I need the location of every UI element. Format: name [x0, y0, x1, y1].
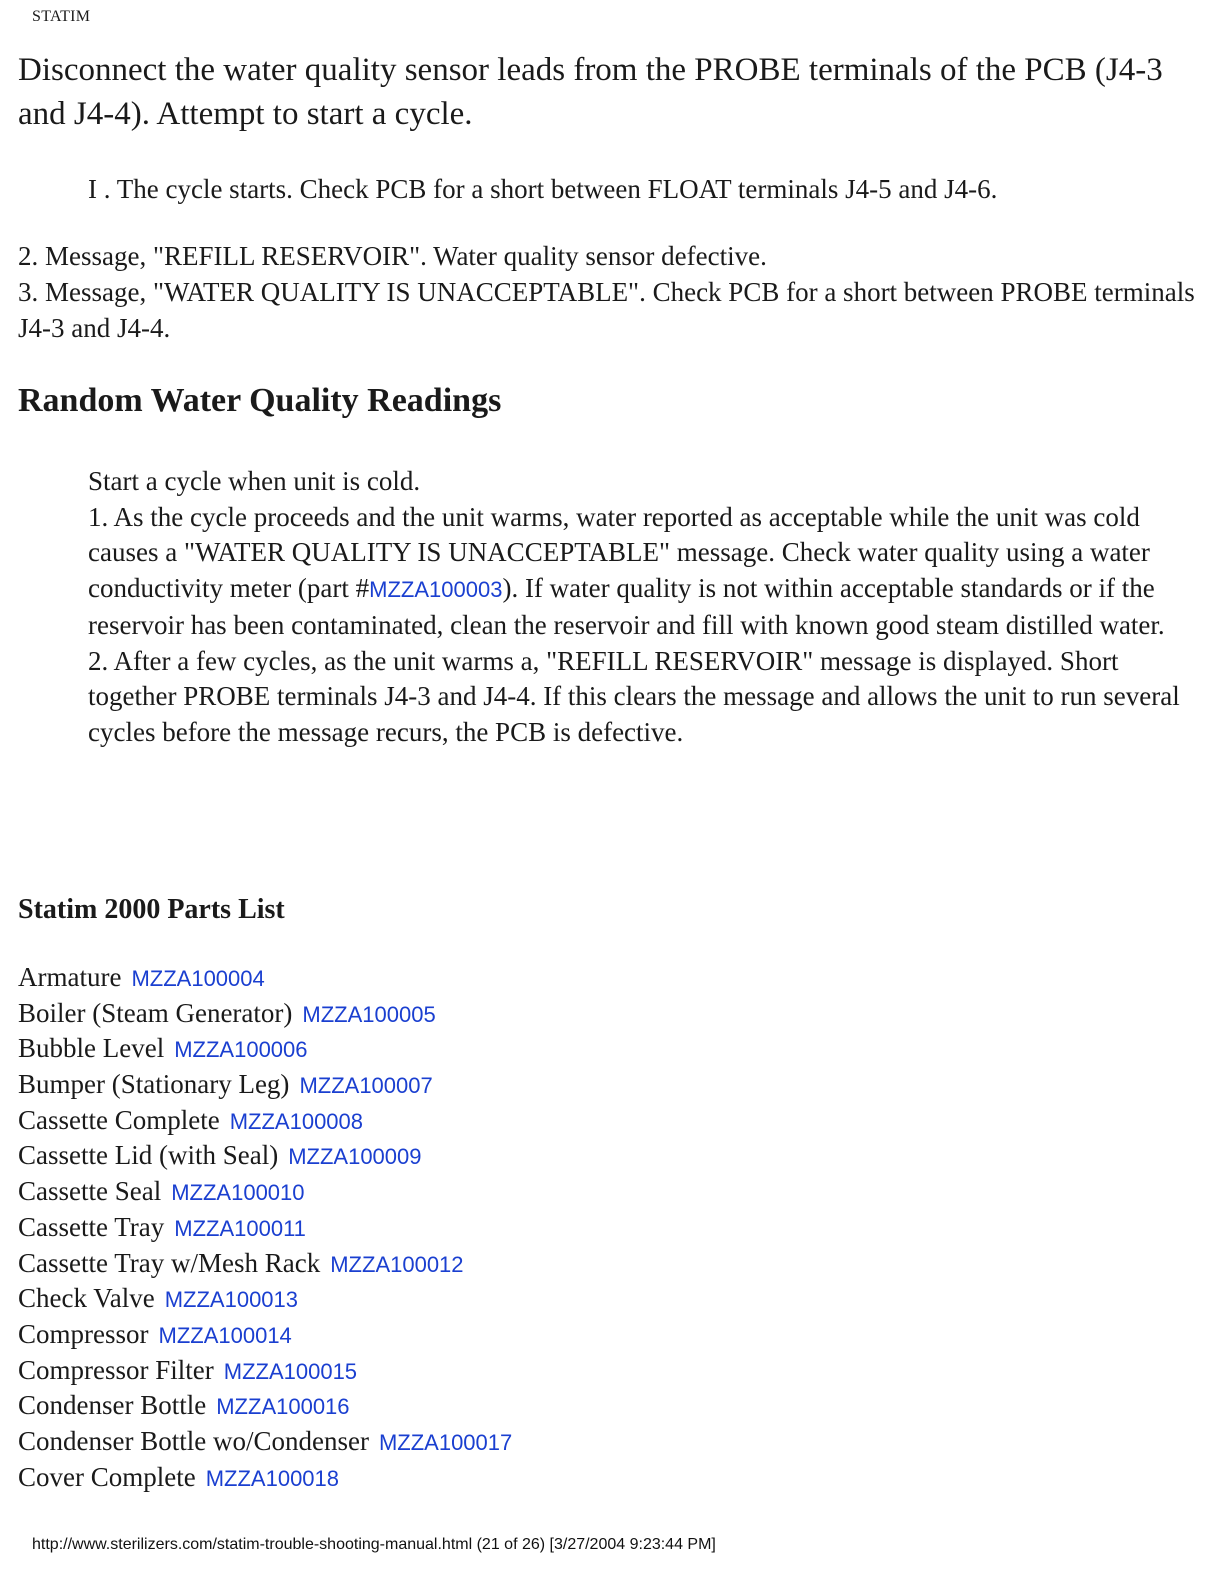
part-number-link[interactable]: MZZA100004: [131, 966, 265, 991]
part-name: Check Valve: [18, 1283, 155, 1314]
part-item: [18, 1281, 512, 1317]
part-item: [18, 1353, 512, 1389]
part-item: [18, 996, 512, 1032]
part-number-link[interactable]: MZZA100005: [302, 1001, 436, 1027]
random-item-1-text-b: ). If water quality is not within acceptable standards or if the reservoir has been contaminated, clean the reservoir and fill with known good steam distilled water.: [88, 573, 1165, 640]
part-name: Compressor: [18, 1318, 149, 1349]
random-item-1: [88, 500, 1203, 644]
part-number-link[interactable]: MZZA100012: [330, 1251, 464, 1277]
section-title-random-readings: Random Water Quality Readings: [18, 382, 502, 419]
random-intro: Start a cycle when unit is cold.: [88, 466, 421, 496]
step-three: 3. Message, "WATER QUALITY IS UNACCEPTABLE". Check PCB for a short between PROBE terminals J4-3 and J4-4.: [18, 277, 1195, 343]
part-name: Condenser Bottle: [18, 1390, 207, 1421]
step-one: I . The cycle starts. Check PCB for a short between FLOAT terminals J4-5 and J4-6.: [88, 174, 998, 204]
part-name: Bumper (Stationary Leg): [18, 1069, 290, 1100]
part-item: [18, 1388, 512, 1424]
results-block: [18, 238, 1208, 346]
part-number-link[interactable]: MZZA100011: [174, 1215, 306, 1241]
part-number-link[interactable]: MZZA100018: [205, 1465, 340, 1491]
part-link-mzza100003[interactable]: MZZA100003: [369, 577, 503, 603]
part-item: [18, 1067, 512, 1103]
part-name: Bubble Level: [18, 1033, 165, 1064]
part-item: [18, 1317, 512, 1353]
step-two: 2. Message, "REFILL RESERVOIR". Water quality sensor defective.: [18, 241, 767, 271]
part-name: Compressor Filter: [18, 1354, 214, 1385]
random-item-1-text-a: 1. As the cycle proceeds and the unit warms, water reported as acceptable while the unit was cold causes a "WATER QUALITY IS UNACCEPTABLE" message. Check water quality using a water conductivity meter (part #: [88, 501, 1150, 604]
part-item: [18, 1103, 512, 1139]
part-item: [18, 1246, 512, 1282]
part-item: [18, 1210, 512, 1246]
part-item: [18, 1138, 512, 1174]
part-number-link[interactable]: MZZA100007: [299, 1073, 433, 1099]
part-item: [18, 1424, 512, 1460]
part-number-link[interactable]: MZZA100017: [378, 1429, 513, 1455]
random-item-2: 2. After a few cycles, as the unit warms a, "REFILL RESERVOIR" message is displayed. Short together PROBE terminals J4-3 and J4-4. If this clears the message and allows the unit to run several cycles before the message recurs, the PCB is defective.: [88, 645, 1180, 747]
part-number-link[interactable]: MZZA100016: [216, 1394, 350, 1420]
part-number-link[interactable]: MZZA100014: [158, 1322, 292, 1348]
part-item: [18, 960, 512, 996]
part-item: [18, 1460, 512, 1496]
part-name: Cassette Tray w/Mesh Rack: [18, 1247, 321, 1278]
parts-list: [18, 960, 512, 1495]
part-item: [18, 1174, 512, 1210]
part-name: Cassette Complete: [18, 1104, 220, 1135]
part-name: Cassette Tray: [18, 1211, 165, 1242]
part-number-link[interactable]: MZZA100015: [223, 1358, 358, 1384]
part-name: Boiler (Steam Generator): [18, 997, 293, 1028]
part-number-link[interactable]: MZZA100009: [288, 1144, 422, 1170]
part-name: Cassette Seal: [18, 1176, 162, 1207]
random-readings-body: [88, 464, 1203, 751]
page-footer-url: http://www.sterilizers.com/statim-trouble-shooting-manual.html (21 of 26) [3/27/2004 9:23:44 PM]: [32, 1536, 716, 1553]
intro-paragraph: Disconnect the water quality sensor leads from the PROBE terminals of the PCB (J4-3 and J4-4). Attempt to start a cycle.: [18, 52, 1163, 132]
part-number-link[interactable]: MZZA100013: [164, 1287, 299, 1313]
part-name: Cassette Lid (with Seal): [18, 1140, 279, 1171]
part-number-link[interactable]: MZZA100006: [174, 1037, 308, 1063]
page-header-label: STATIM: [32, 8, 91, 25]
part-name: Armature: [18, 962, 122, 992]
part-number-link[interactable]: MZZA100010: [171, 1180, 305, 1206]
parts-list-title: Statim 2000 Parts List: [18, 894, 285, 925]
part-item: [18, 1031, 512, 1067]
part-name: Cover Complete: [18, 1461, 196, 1492]
part-number-link[interactable]: MZZA100008: [229, 1108, 364, 1134]
part-name: Condenser Bottle wo/Condenser: [18, 1425, 369, 1456]
